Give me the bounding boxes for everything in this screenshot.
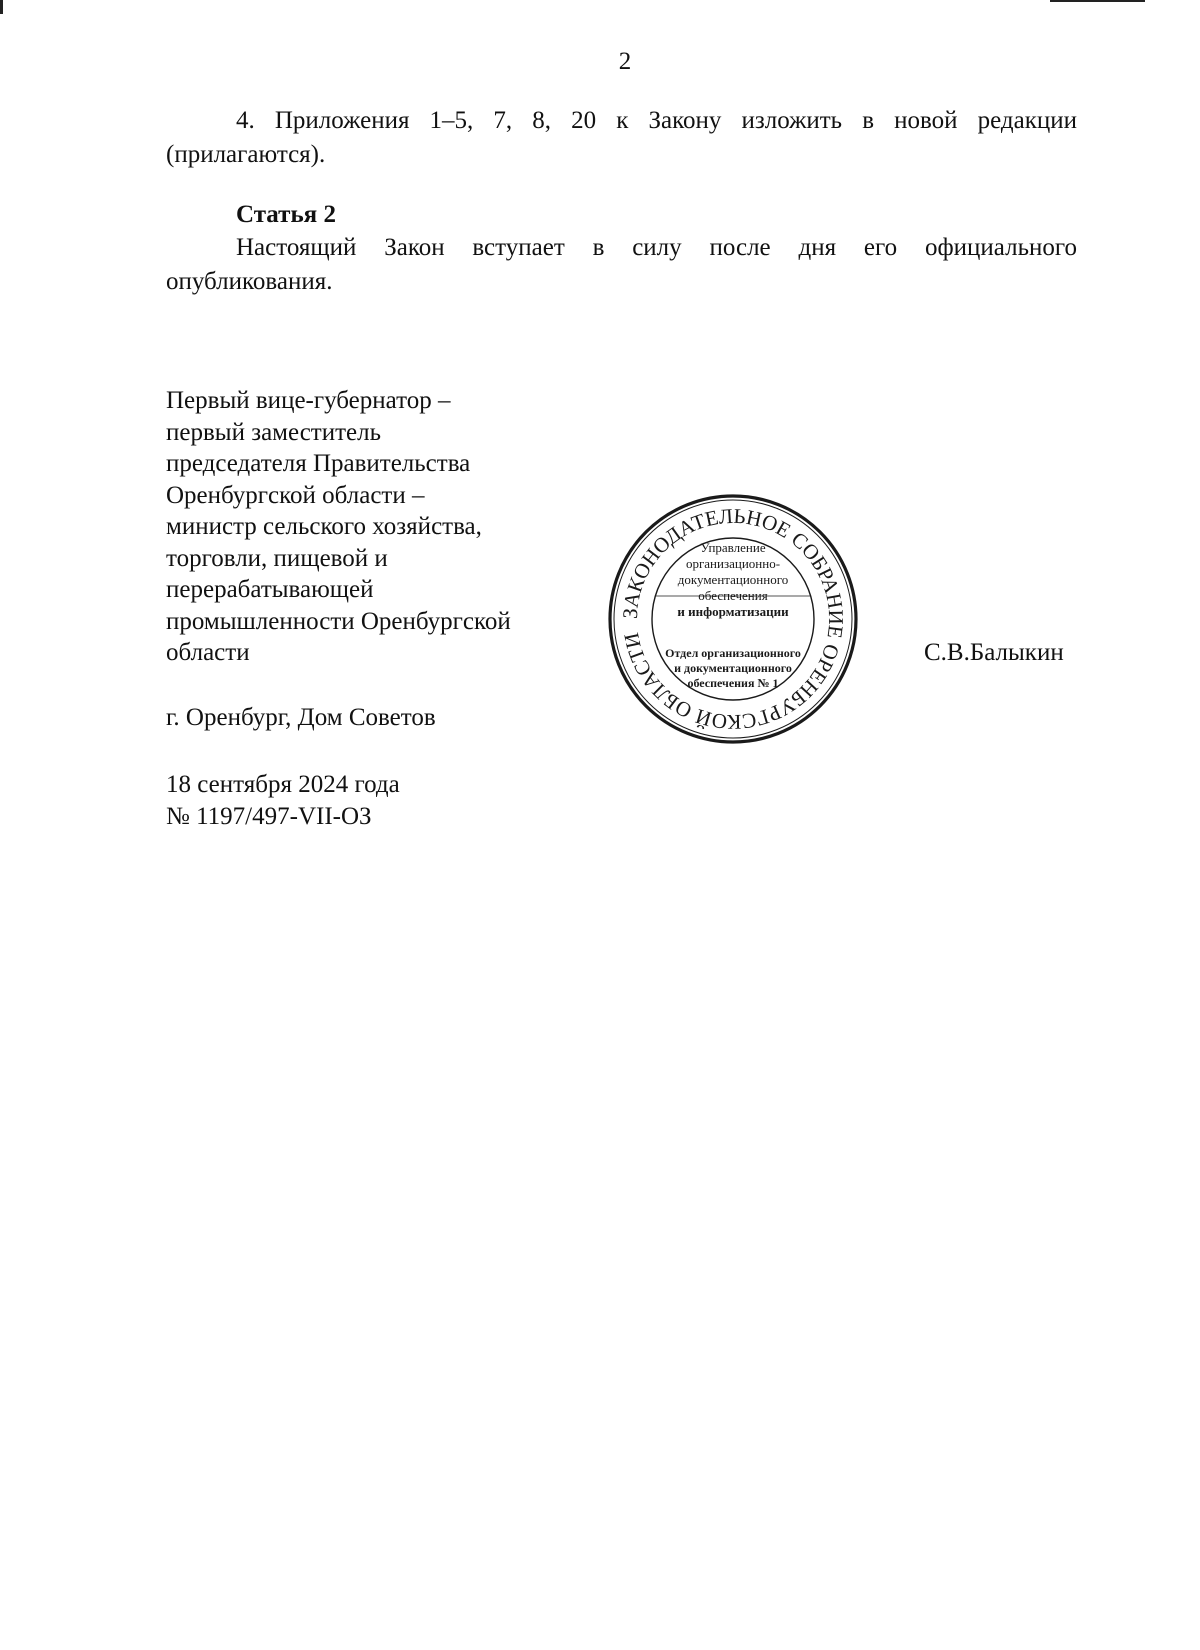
seal-inner-line: обеспечения	[698, 588, 768, 603]
seal-inner-line: Управление	[700, 540, 766, 555]
seal-inner-line: документационного	[677, 572, 789, 587]
seal-inner-line: и информатизации	[677, 604, 789, 619]
paragraph-entry-into-force	[166, 231, 1077, 299]
signer-name: С.В.Балыкин	[924, 639, 1064, 666]
place-of-signing: г. Оренбург, Дом Советов	[166, 704, 436, 731]
signing-date: 18 сентября 2024 года	[166, 771, 400, 798]
signatory-position	[166, 385, 511, 669]
article-heading: Статья 2	[236, 201, 336, 228]
signatory-position-line: перерабатывающей	[166, 576, 374, 603]
paragraph-amendment-text: 4. Приложения 1–5, 7, 8, 20 к Закону изложить в новой редакции (прилагаются).	[166, 107, 1077, 168]
seal-inner-line: и документационного	[674, 661, 792, 675]
signatory-position-line: министр сельского хозяйства,	[166, 513, 482, 540]
page-number: 2	[618, 48, 632, 75]
signatory-position-line: области	[166, 639, 250, 666]
law-number: № 1197/497-VII-ОЗ	[166, 803, 372, 830]
signatory-position-line: Первый вице-губернатор –	[166, 387, 451, 414]
signatory-position-line: торговли, пищевой и	[166, 544, 388, 572]
seal-ring-text: ЗАКОНОДАТЕЛЬНОЕ СОБРАНИЕ ОРЕНБУРГСКОЙ ОБЛАСТИ	[617, 503, 849, 735]
signatory-position-line: промышленности Оренбургской	[166, 607, 511, 635]
seal-inner-line: обеспечения № 1	[687, 676, 779, 690]
paragraph-amendment	[166, 104, 1077, 172]
signatory-position-line: Оренбургской области –	[166, 481, 425, 509]
scan-edge-mark-top-right	[1050, 0, 1145, 2]
scan-edge-mark-left	[0, 0, 3, 14]
seal-inner-line: организационно-	[685, 556, 781, 571]
paragraph-entry-into-force-text: Настоящий Закон вступает в силу после дня его официального опубликования.	[166, 234, 1077, 295]
signatory-position-line: первый заместитель	[166, 418, 382, 446]
seal-inner-line: Отдел организационного	[665, 646, 801, 660]
official-seal	[608, 494, 858, 744]
signatory-position-line: председателя Правительства	[166, 450, 471, 477]
